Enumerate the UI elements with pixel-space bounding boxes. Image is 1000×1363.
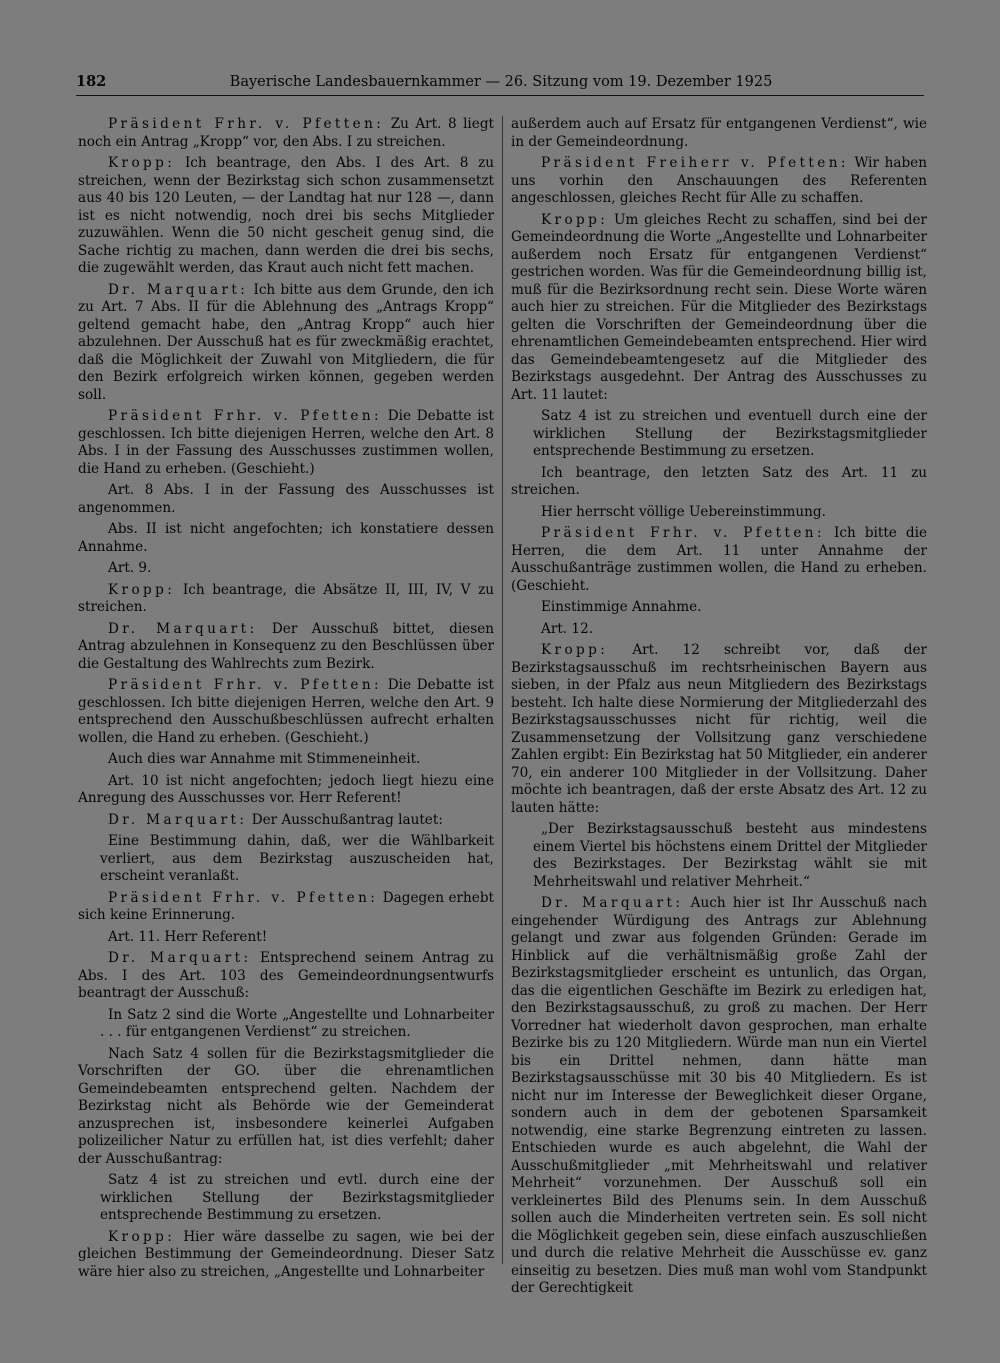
paragraph: Nach Satz 4 sollen für die Bezirkstagsmitglieder die Vorschriften der GO. über die ehrenamtlichen Gemeindebeamten entsprechend gelten. Nachdem der Bezirkstag nicht als Behörde wie der Gemeinderat anzusprechen ist, insbesondere keinerlei Aufgaben polizeilicher Natur zu erfüllen hat, ist dies verfehlt; daher der Ausschußantrag: <box>78 1045 494 1167</box>
speech-text: Ich beantrage, den Abs. I des Art. 8 zu streichen, wenn der Bezirkstag sich schon zusammensetzt aus 40 bis 120 Leuten, — der Landtag hat nur 128 —, dann ist es nicht notwendig, noch drei bis sechs Mitglieder zuzuwählen. Wenn die 50 nicht gescheit genug sind, die Sache richtig zu machen, dann werden die drei bis sechs, die zugewählt werden, das Kraut auch nicht fett machen. <box>78 155 495 276</box>
speech-paragraph <box>78 408 494 478</box>
quoted-motion: Satz 4 ist zu streichen und evtl. durch eine der wirklichen Stellung der Bezirkstagsmitglieder entsprechende Bestimmung zu ersetzen. <box>100 1172 494 1223</box>
speech-text: Hier wäre dasselbe zu sagen, wie bei der gleichen Bestimmung der Gemeindeordnung. Dieser Satz wäre hier also zu streichen, „Angestellte und Lohnarbeiter <box>78 1228 494 1280</box>
speaker-name: Präsident Frhr. v. Pfetten: <box>541 525 825 541</box>
speech-paragraph <box>78 155 494 278</box>
speech-paragraph <box>78 812 494 830</box>
paragraph: Ich beantrage, den letzten Satz des Art. 11 zu streichen. <box>511 464 927 498</box>
speaker-name: Präsident Frhr. v. Pfetten: <box>108 677 382 693</box>
paragraph: Abs. II ist nicht angefochten; ich konstatiere dessen Annahme. <box>78 521 494 555</box>
right-column <box>511 116 928 1296</box>
paragraph: Art. 12. <box>541 620 594 637</box>
header-rule <box>76 95 924 96</box>
speech-text: Entsprechend seinem Antrag zu Abs. I des Art. 103 des Gemeindeordnungsentwurfs beantragt der Ausschuß: <box>78 950 494 1001</box>
speaker-name: Kropp: <box>108 581 176 598</box>
speaker-name: Präsident Frhr. v. Pfetten: <box>108 116 385 132</box>
speaker-name: Kropp: <box>541 642 609 658</box>
speech-text: Ich beantrage, die Absätze II, III, IV, V zu streichen. <box>78 581 494 615</box>
speaker-name: Präsident Frhr. v. Pfetten: <box>108 889 379 906</box>
speech-text: Die Debatte ist geschlossen. Ich bitte diejenigen Herren, welche den Art. 9 entsprechend den Ausschußbeschlüssen aufrecht erhalten wollen, die Hand zu erheben. (Geschieht.) <box>78 677 494 746</box>
speech-paragraph <box>78 116 494 151</box>
continued-paragraph: außerdem auch auf Ersatz für entgangenen Verdienst“, wie in der Gemeindeordnung. <box>511 116 927 150</box>
paragraph: Art. 11. Herr Referent! <box>108 928 268 945</box>
speech-paragraph <box>511 155 927 208</box>
speech-text: Der Ausschuß bittet, diesen Antrag abzulehnen in Konsequenz zu den Beschlüssen über die Gestaltung des Wahlrechts zum Bezirk. <box>78 620 494 672</box>
speech-paragraph <box>78 582 494 617</box>
speech-paragraph <box>78 890 494 925</box>
quoted-motion: „Der Bezirkstagsausschuß besteht aus mindestens einem Viertel bis höchstens einem Drittel der Mitglieder des Bezirkstages. Der Bezirkstag wählt sie mit Mehrheitswahl und relativer Mehrheit.“ <box>533 821 927 890</box>
quoted-motion: In Satz 2 sind die Worte „Angestellte und Lohnarbeiter . . . für entgangenen Verdienst“ zu streichen. <box>100 1006 494 1040</box>
column-divider <box>502 116 503 1264</box>
speaker-name: Dr. Marquart: <box>108 281 249 298</box>
speaker-name: Dr. Marquart: <box>108 950 252 966</box>
speech-paragraph <box>78 1229 494 1282</box>
paragraph: Art. 10 ist nicht angefochten; jedoch liegt hiezu eine Anregung des Ausschusses vor. Herr Referent! <box>78 772 494 806</box>
paragraph: Hier herrscht völlige Uebereinstimmung. <box>541 503 826 520</box>
page-header <box>76 72 926 92</box>
quoted-motion: Eine Bestimmung dahin, daß, wer die Wählbarkeit verliert, aus dem Bezirkstag auszuscheiden hat, erscheint veranlaßt. <box>100 833 494 884</box>
speech-text: Wir haben uns vorhin den Anschauungen des Referenten angeschlossen, gleiches Recht für Alle zu schaffen. <box>511 155 927 206</box>
left-column <box>78 116 495 1280</box>
speech-paragraph <box>78 950 494 1003</box>
speech-text: Ich bitte die Herren, die dem Art. 11 unter Annahme der Ausschußanträge zustimmen wollen, die Hand zu erheben. (Geschieht. <box>511 525 927 594</box>
page-number: 182 <box>76 73 107 90</box>
speech-paragraph <box>511 642 927 817</box>
speaker-name: Dr. Marquart: <box>541 895 684 911</box>
paragraph: Einstimmige Annahme. <box>541 599 702 615</box>
paragraph: Art. 8 Abs. I in der Fassung des Ausschusses ist angenommen. <box>78 482 494 516</box>
speech-text: Art. 12 schreibt vor, daß der Bezirkstagsausschuß im rechtsrheinischen Bayern aus sieben, in der Pfalz aus neun Mitgliedern des Bezirkstags besteht. Ich halte diese Normierung der Mitgliederzahl des Bezirkstagsausschusses nicht für richtig, weil die Zusammensetzung der Vollsitzung ganz verschiedene Zahlen ergibt: Ein Bezirkstag hat 50 Mitglieder, ein anderer 70, ein anderer 100 Mitglieder in der Vollsitzung. Daher möchte ich beantragen, daß der erste Absatz des Art. 12 zu lauten hätte: <box>511 642 927 816</box>
speaker-name: Dr. Marquart: <box>108 811 248 828</box>
speech-paragraph <box>511 212 927 405</box>
paragraph: Art. 9. <box>108 560 152 576</box>
speaker-name: Kropp: <box>108 155 176 171</box>
speech-text: Auch hier ist Ihr Ausschuß nach eingehender Würdigung des Antrags zur Ablehnung gelangt und zwar aus folgenden Gründen: Gerade im Hinblick auf die verhältnismäßig große Zahl der Bezirkstagsmitglieder erscheint es untunlich, das Organ, das die eigentlichen Geschäfte im Bezirk zu erledigen hat, den Bezirkstagsausschuß, zu groß zu machen. Der Herr Vorredner hat wiederholt davon gesprochen, man erhalte Bezirke bis zu 120 Mitgliedern. Würde man nun ein Viertel bis ein Drittel nehmen, dann hätte man Bezirkstagsausschüsse mit 30 bis 40 Mitgliedern. Es ist nicht nur im Interesse der Beweglichkeit dieser Organe, sondern auch in dem der gebotenen Sparsamkeit notwendig, eine starke Begrenzung eintreten zu lassen. Entschieden wurde es auch abgelehnt, die Wahl der Ausschußmitglieder „mit Mehrheitswahl und relativer Mehrheit“ vorzunehmen. Der Ausschuß soll ein verkleinertes Bild des Plenums sein. In dem Ausschuß sollen auch die Minderheiten vertreten sein. Es soll nicht die Möglichkeit gegeben sein, diese einfach auszuschließen und durch die relative Mehrheit die Ausschüsse ev. ganz einseitig zu besetzen. Dies muß man wohl vom Standpunkt der Gerechtigkeit <box>511 895 928 1296</box>
speech-paragraph <box>511 525 927 595</box>
speaker-name: Kropp: <box>108 1228 176 1245</box>
speaker-name: Präsident Frhr. v. Pfetten: <box>108 408 382 424</box>
speech-paragraph <box>78 677 494 747</box>
speech-paragraph <box>511 895 927 1298</box>
speaker-name: Dr. Marquart: <box>108 620 258 637</box>
quoted-motion: Satz 4 ist zu streichen und eventuell durch eine der wirklichen Stellung der Bezirkstagsmitglieder entsprechende Bestimmung zu ersetzen. <box>533 408 927 459</box>
speech-text: Dagegen erhebt sich keine Erinnerung. <box>78 889 494 923</box>
speech-text: Um gleiches Recht zu schaffen, sind bei der Gemeindeordnung die Worte „Angestellte und Lohnarbeiter außerdem noch Ersatz für entgangenen Verdienst“ gestrichen worden. Was für die Gemeindeordnung billig ist, muß für die Bezirksordnung recht sein. Diese Worte wären auch hier zu streichen. Für die Mitglieder des Bezirkstags gelten die Vorschriften der Gemeindeordnung über die ehrenamtlichen Gemeindebeamten entsprechend. Hier wird das Gemeindebeamtengesetz auf die Mitglieder des Bezirkstags ausgedehnt. Der Antrag des Ausschusses zu Art. 11 lautet: <box>511 211 927 403</box>
speech-text: Ich bitte aus dem Grunde, den ich zu Art. 7 Abs. II für die Ablehnung des „Antrags Kropp“ geltend gemacht habe, den „Antrag Kropp“ auch hier abzulehnen. Der Ausschuß hat es für zweckmäßig erachtet, daß die Möglichkeit der Zuwahl von Mitgliedern, die für den Bezirk erfolgreich wirken können, gegeben werden soll. <box>78 281 495 403</box>
speech-text: Die Debatte ist geschlossen. Ich bitte diejenigen Herren, welche den Art. 8 Abs. I in der Fassung des Ausschusses zustimmen wollen, die Hand zu erheben. (Geschieht.) <box>78 408 494 477</box>
speaker-name: Kropp: <box>541 211 609 228</box>
speech-paragraph <box>78 282 494 405</box>
speaker-name: Präsident Freiherr v. Pfetten: <box>541 155 849 171</box>
speech-paragraph <box>78 621 494 674</box>
running-title: Bayerische Landesbauernkammer — 26. Sitzung vom 19. Dezember 1925 <box>229 74 773 90</box>
speech-text: Zu Art. 8 liegt noch ein Antrag „Kropp“ vor, den Abs. I zu streichen. <box>78 116 494 150</box>
paragraph: Auch dies war Annahme mit Stimmeneinheit. <box>108 751 421 767</box>
speech-text: Der Ausschußantrag lautet: <box>251 811 443 828</box>
